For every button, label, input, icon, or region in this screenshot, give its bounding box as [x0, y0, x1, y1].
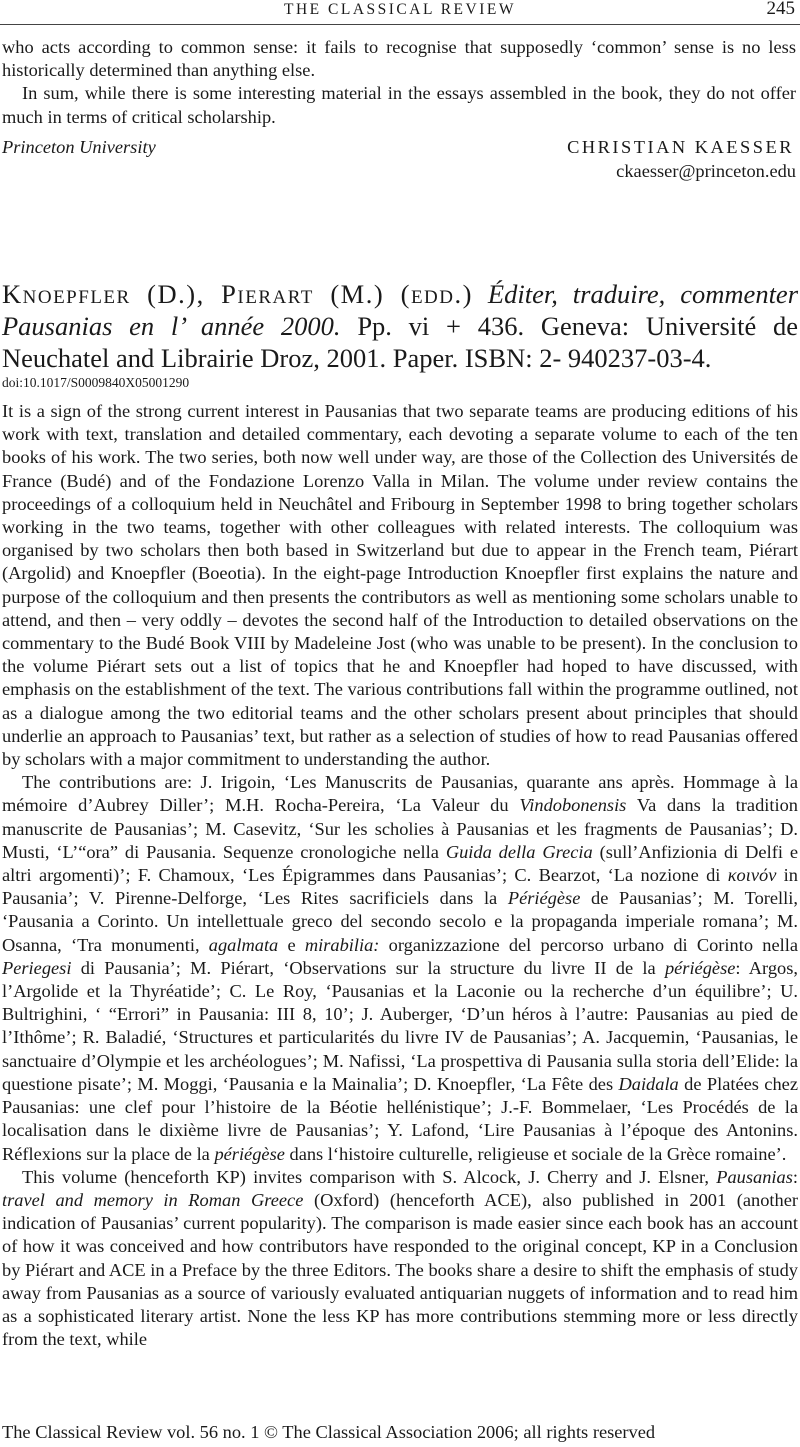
previous-paragraph-2: In sum, while there is some interesting material in the essays assembled in the book, they do not offer much in terms of critical scholarship.: [2, 83, 796, 127]
page-number: 245: [766, 0, 795, 19]
book-title: Éditer, traduire, commenter Pausanias en l’ année 2000.: [2, 279, 799, 341]
book-editors: Knoepfler (D.), Pierart (M.) (edd.): [2, 279, 473, 309]
body-paragraph-1: It is a sign of the strong current interest in Pausanias that two separate teams are producing editions of his work with text, translation and detailed commentary, each devoting a separate volume to each of the ten books of his work. The two series, both now well under way, are those of the Collection des Universités de France (Budé) and of the Fondazione Lorenzo Valla in Milan. The volume under review contains the proceedings of a colloquium held in Neuchâtel and Fribourg in September 1998 to bring together scholars working in the two teams, together with other colleagues with related interests. The colloquium was organised by two scholars then both based in Switzerland but due to appear in the French team, Piérart (Argolid) and Knoepfler (Boeotia). In the eight-page Introduction Knoepfler first explains the nature and purpose of the colloquium and then presents the contributors as well as mentioning some scholars unable to attend, and then – very oddly – devotes the second half of the Introduction to detailed observations on the commentary to the Budé Book VIII by Madeleine Jost (who was unable to be present). In the conclusion to the volume Piérart sets out a list of topics that he and Knoepfler had hoped to have discussed, with emphasis on the establishment of the text. The various contributions fall within the programme outlined, not as a dialogue among the two editorial teams and the other scholars present about principles that should underlie an approach to Pausanias’ text, but rather as a selection of studies of how to read Pausanias offered by scholars with a major commitment to understanding the author.: [2, 401, 798, 770]
previous-review-ending: [2, 36, 796, 129]
copyright-footer: The Classical Review vol. 56 no. 1 © The Classical Association 2006; all rights reserved: [2, 1422, 656, 1442]
reviewer-affiliation: Princeton University: [2, 137, 156, 157]
previous-paragraph-1: who acts according to common sense: it fails to recognise that supposedly ‘common’ sense is no less historically determined than anything else.: [2, 37, 796, 81]
book-details: Pp. vi + 436. Geneva: Université de Neuchatel and Librairie Droz, 2001. Paper. ISBN: 2- 940237-03-4.: [2, 311, 798, 373]
reviewer-email[interactable]: ckaesser@princeton.edu: [616, 161, 796, 181]
doi[interactable]: doi:10.1017/S0009840X05001290: [2, 375, 190, 390]
journal-title: THE CLASSICAL REVIEW: [284, 1, 516, 18]
body-paragraph-3: This volume (henceforth KP) invites comparison with S. Alcock, J. Cherry and J. Elsner, Pausanias: travel and memory in Roman Greece (Oxford) (henceforth ACE), also published in 2001 (another indication of Pausanias’ current popularity). The comparison is made easier since each book has an account of how it was conceived and how contributors have responded to the original concept, KP in a Conclusion by Piérart and ACE in a Preface by the three Editors. The books share a desire to shift the emphasis of study away from Pausanias as a source of variously evaluated antiquarian nuggets of information and to read him as a sophisticated literary artist. None the less KP has more contributions stemming more or less directly from the text, while: [2, 1166, 798, 1350]
body-paragraph-2: The contributions are: J. Irigoin, ‘Les Manuscrits de Pausanias, quarante ans après. Hommage à la mémoire d’Aubrey Diller’; M.H. Rocha-Pereira, ‘La Valeur du Vindobonensis Va dans la tradition manuscrite de Pausanias’; M. Casevitz, ‘Sur les scholies à Pausanias et les fragments de Pausanias’; D. Musti, ‘L’“ora” di Pausania. Sequenze cronologiche nella Guida della Grecia (sull’Anfizionia di Delfi e altri argomenti)’; F. Chamoux, ‘Les Épigrammes dans Pausanias’; C. Bearzot, ‘La nozione di κοινόν in Pausania’; V. Pirenne-Delforge, ‘Les Rites sacrificiels dans la Périégèse de Pausanias’; M. Torelli, ‘Pausania a Corinto. Un intellettuale greco del secondo secolo e la propaganda imperiale romana’; M. Osanna, ‘Tra monumenti, agalmata e mirabilia: organizzazione del percorso urbano di Corinto nella Periegesi di Pausania’; M. Piérart, ‘Observations sur la structure du livre II de la périégèse: Argos, l’Argolide et la Thyréatide’; C. Le Roy, ‘Pausanias et la Laconie ou la recherche d’un équilibre’; U. Bultrighini, ‘ “Errori” in Pausania: III 8, 10’; J. Auberger, ‘D’un héros à l’autre: Pausanias au pied de l’Ithôme’; R. Baladié, ‘Structures et particularités du livre IV de Pausanias’; A. Jacquemin, ‘Pausanias, le sanctuaire d’Olympie et les archéologues’; M. Nafissi, ‘La prospettiva di Pausania sulla storia dell’Elide: la questione pisate’; M. Moggi, ‘Pausania e la Mainalia’; D. Knoepfler, ‘La Fête des Daidala de Platées chez Pausanias: une clef pour l’histoire de la Béotie hellénistique’; J.-F. Bommelaer, ‘Les Procédés de la localisation dans le dixième livre de Pausanias’; Y. Lafond, ‘Lire Pausanias à l’époque des Antonins. Réflexions sur la place de la périégèse dans l‘histoire culturelle, religieuse et sociale de la Grèce romaine’.: [2, 772, 798, 1164]
header-rule: [0, 24, 800, 25]
book-heading: [2, 278, 798, 374]
review-body: [2, 400, 798, 1351]
reviewer-name: CHRISTIAN KAESSER: [567, 137, 794, 157]
running-head: [0, 0, 800, 22]
